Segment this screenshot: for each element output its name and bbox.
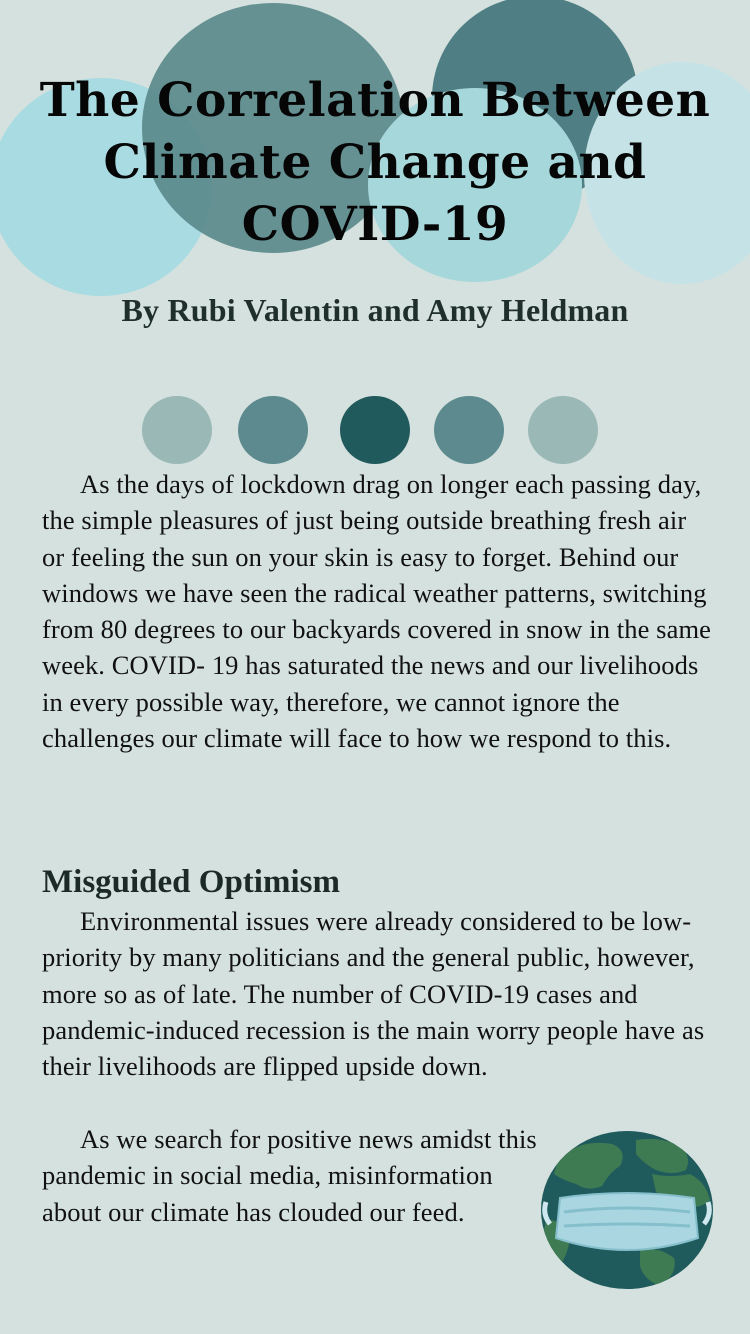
divider-dot	[238, 396, 308, 464]
byline: By Rubi Valentin and Amy Heldman	[121, 292, 629, 328]
article-title: The Correlation Between Climate Change and COVID-19	[39, 73, 711, 252]
section-paragraph: Environmental issues were already considered to be low-priority by many politicians and the general public, however, more so as of late. The number of COVID-19 cases and pandemic-induced recession is the main worry people have as their livelihoods are flipped upside down.	[42, 906, 705, 1082]
section-heading: Misguided Optimism	[42, 864, 340, 900]
section-paragraph: As we search for positive news amidst this pandemic in social media, misinformation about our climate has clouded our feed.	[42, 1124, 537, 1227]
divider-dot	[528, 396, 598, 464]
divider-dot	[142, 396, 212, 464]
divider-dot	[434, 396, 504, 464]
divider-dot	[340, 396, 410, 464]
earth-with-face-mask-icon	[540, 1130, 714, 1290]
divider-dots	[0, 396, 750, 466]
intro-paragraph: As the days of lockdown drag on longer each passing day, the simple pleasures of just being outside breathing fresh air or feeling the sun on your skin is easy to forget. Behind our windows we have seen the radical weather patterns, switching from 80 degrees to our backyards covered in snow in the same week. COVID- 19 has saturated the news and our livelihoods in every possible way, therefore, we cannot ignore the challenges our climate will face to how we respond to this.	[42, 469, 712, 754]
